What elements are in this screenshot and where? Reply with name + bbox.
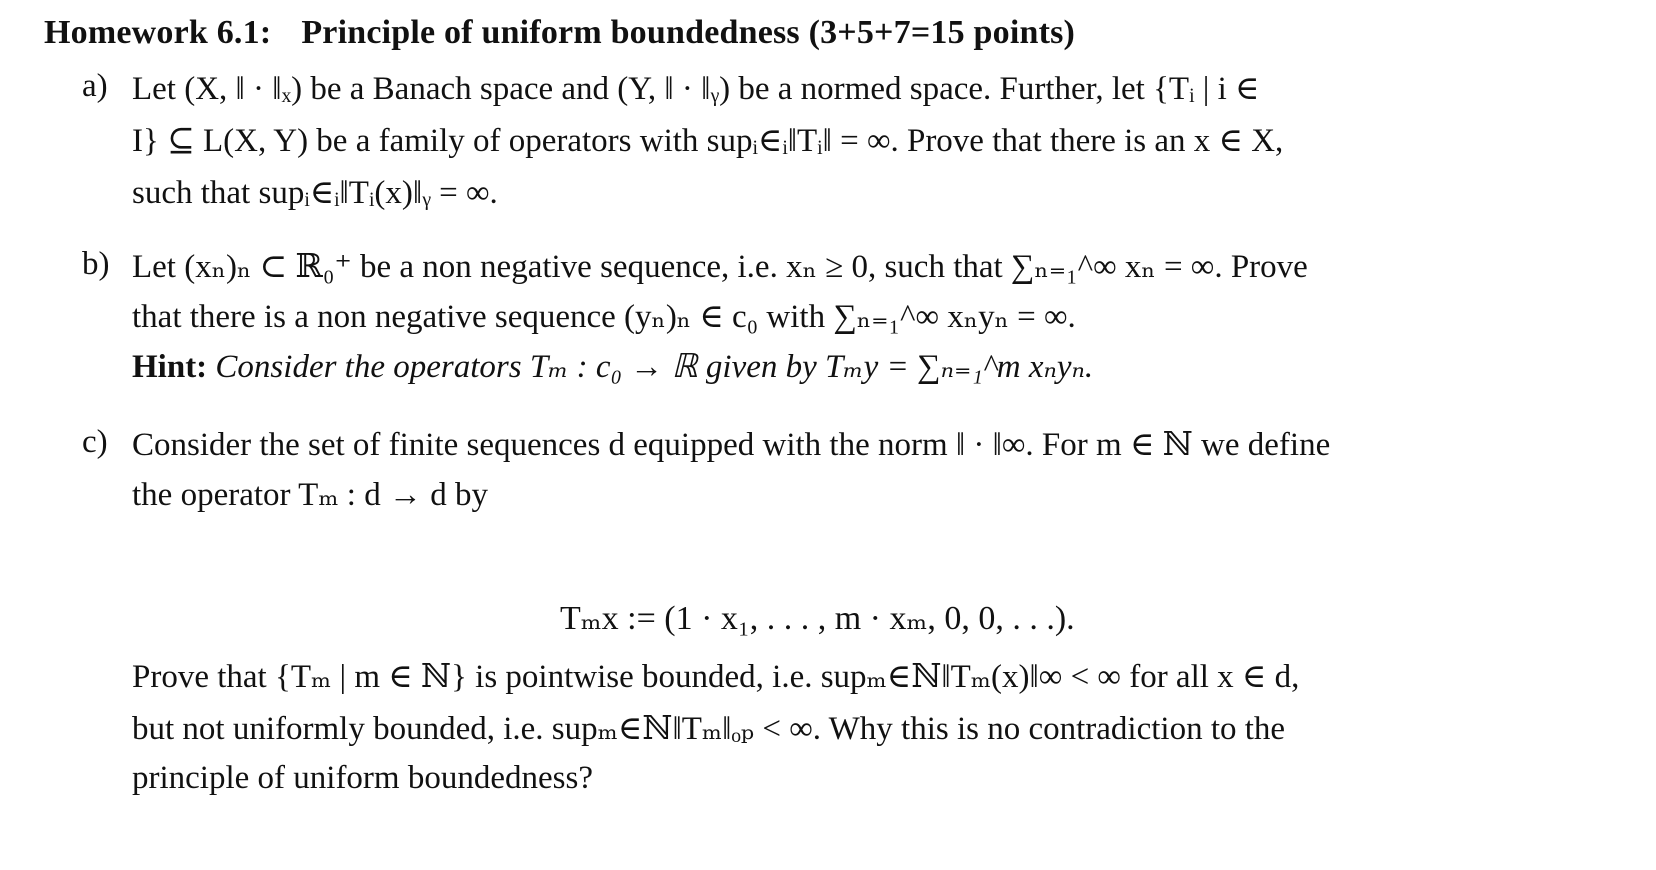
part-c-line-2: the operator Tₘ : d → d by — [132, 477, 488, 513]
hint-label: Hint: — [132, 349, 208, 385]
operator-definition: Tₘx := (1 · x₁, . . . , m · xₘ, 0, 0, . . .). — [560, 600, 1075, 637]
part-b-label: b) — [82, 246, 110, 282]
part-c-after-line-1: Prove that {Tₘ | m ∈ ℕ} is pointwise bounded, i.e. supₘ∈ℕ‖Tₘ(x)‖∞ < ∞ for all x ∈ d, — [132, 659, 1300, 695]
part-b — [82, 246, 1542, 396]
hint-text: Consider the operators Tₘ : c₀ → ℝ given by Tₘy = ∑ₙ₌₁^m xₙyₙ. — [215, 349, 1094, 385]
part-c-continued — [82, 656, 1542, 816]
part-c-line-1: Consider the set of finite sequences d equipped with the norm ‖ · ‖∞. For m ∈ ℕ we define — [132, 427, 1331, 463]
homework-topic: Principle of uniform boundedness (3+5+7=15 points) — [301, 14, 1076, 51]
part-b-line-1: Let (xₙ)ₙ ⊂ ℝ₀⁺ be a non negative sequence, i.e. xₙ ≥ 0, such that ∑ₙ₌₁^∞ xₙ = ∞. Prove — [132, 249, 1308, 285]
part-c-after-line-2: but not uniformly bounded, i.e. supₘ∈ℕ‖Tₘ‖ₒₚ < ∞. Why this is no contradiction to the — [132, 711, 1286, 747]
part-a-line-3: such that supᵢ∈ᵢ‖Tᵢ(x)‖ᵧ = ∞. — [132, 175, 498, 211]
part-a — [82, 68, 1542, 218]
part-a-line-2: I} ⊆ L(X, Y) be a family of operators with supᵢ∈ᵢ‖Tᵢ‖ = ∞. Prove that there is an x ∈ X, — [132, 123, 1284, 159]
homework-title — [44, 14, 1075, 52]
part-c-label: c) — [82, 424, 108, 460]
part-b-hint — [132, 346, 1093, 386]
homework-number: Homework 6.1: — [44, 14, 272, 51]
part-c-after-line-3: principle of uniform boundedness? — [132, 760, 593, 796]
part-c — [82, 424, 1542, 544]
part-a-line-1: Let (X, ‖ · ‖ₓ) be a Banach space and (Y, ‖ · ‖ᵧ) be a normed space. Further, let {Tᵢ | i ∈ — [132, 71, 1260, 107]
part-b-line-2: that there is a non negative sequence (yₙ)ₙ ∈ c₀ with ∑ₙ₌₁^∞ xₙyₙ = ∞. — [132, 299, 1076, 335]
part-a-label: a) — [82, 68, 108, 104]
